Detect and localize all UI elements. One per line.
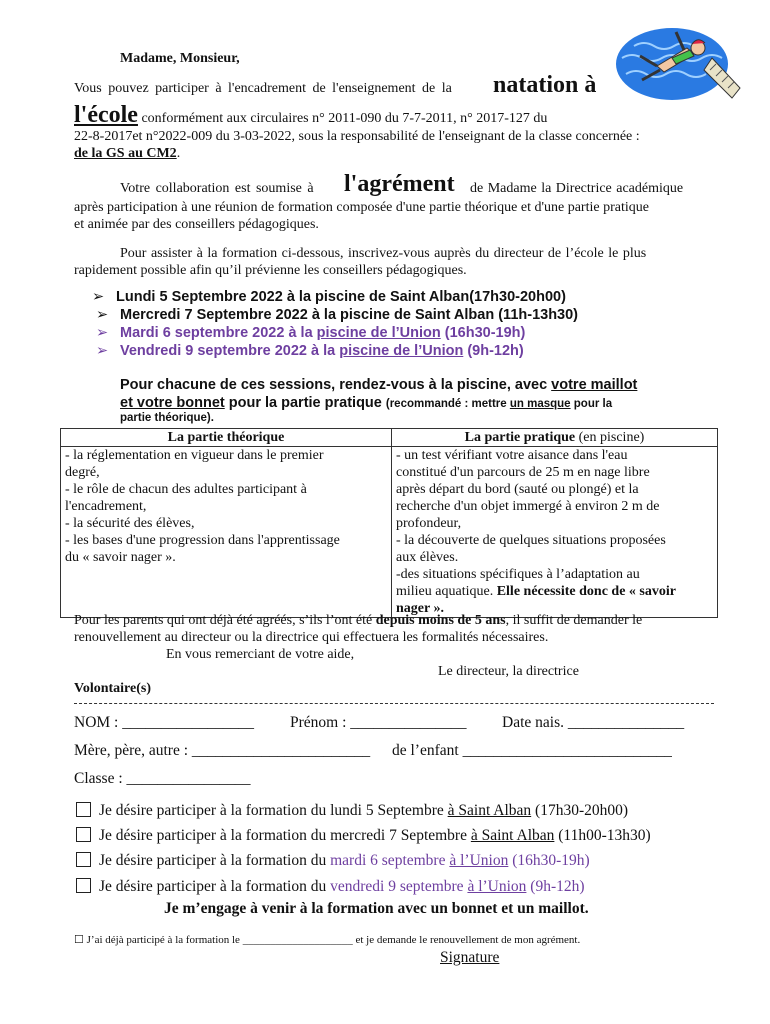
arrow-icon: ➢	[96, 343, 109, 359]
table-cell-practice	[392, 447, 718, 618]
choice-row-4: Je désire participer à la formation du vendredi 9 septembre à l’Union (9h-12h)	[76, 877, 585, 897]
rdv-line-2: et votre bonnet pour la partie pratique (recommandé : mettre un masque pour la	[120, 395, 613, 411]
salutation: Madame, Monsieur,	[120, 51, 240, 66]
renewal-request: ☐ J’ai déjà participé à la formation le ____________________ et je demande le renouvellement de mon agrément.	[74, 934, 581, 946]
checkbox[interactable]	[76, 802, 91, 817]
intro-emphasis-2: l'école	[74, 102, 138, 128]
volunteers-heading: Volontaire(s)	[74, 681, 151, 696]
choice-row-3: Je désire participer à la formation du mardi 6 septembre à l’Union (16h30-19h)	[76, 851, 590, 871]
intro-text-1: Vous pouvez participer à l'encadrement de l'enseignement de la	[74, 81, 452, 96]
list-item: nager ».	[396, 601, 444, 616]
swimming-pool-icon	[612, 18, 747, 118]
arrow-icon: ➢	[96, 325, 109, 341]
collab-line-1b: de Madame la Directrice académique	[470, 181, 684, 196]
choice-row-2: Je désire participer à la formation du mercredi 7 Septembre à Saint Alban (11h00-13h30)	[76, 826, 651, 846]
intro-line-2	[74, 102, 547, 128]
thanks-line: En vous remerciant de votre aide,	[166, 647, 355, 662]
list-item: degré,	[65, 465, 100, 480]
separator-line	[74, 703, 714, 704]
session-item-4: ➢ Vendredi 9 septembre 2022 à la piscine de l’Union (9h-12h)	[96, 343, 524, 359]
child-field[interactable]: de l’enfant ___________________________	[392, 742, 672, 759]
table-header-theory: La partie théorique	[61, 429, 392, 447]
list-item: aux élèves.	[396, 550, 459, 565]
list-item: - les bases d'une progression dans l'apprentissage	[65, 533, 340, 548]
birthdate-field[interactable]: Date nais. _______________	[502, 714, 685, 731]
intro-emphasis-1: natation à	[493, 72, 597, 98]
rdv-line-3: partie théorique).	[120, 412, 214, 424]
list-item: constitué d'un parcours de 25 m en nage libre	[396, 465, 650, 480]
checkbox[interactable]	[76, 852, 91, 867]
grade-range: de la GS au CM2	[74, 146, 177, 161]
commitment: Je m’engage à venir à la formation avec un bonnet et un maillot.	[164, 900, 589, 917]
session-item-1: ➢ Lundi 5 Septembre 2022 à la piscine de Saint Alban(17h30-20h00)	[92, 289, 566, 305]
list-item: - la sécurité des élèves,	[65, 516, 195, 531]
collab-line-1a: Votre collaboration est soumise à	[120, 181, 314, 196]
class-field[interactable]: Classe : ________________	[74, 770, 251, 787]
list-item: profondeur,	[396, 516, 462, 531]
list-item: - la découverte de quelques situations proposées	[396, 533, 666, 548]
intro-line-3: 22-8-2017et n°2022-009 du 3-03-2022, sous la responsabilité de l'enseignant de la classe concernée :	[74, 129, 640, 144]
session-link-union[interactable]: piscine de l’Union	[316, 325, 441, 341]
list-item: - un test vérifiant votre aisance dans l'eau	[396, 448, 628, 463]
renew-line-2: renouvellement au directeur ou la directrice qui effectuera les formalités nécessaires.	[74, 630, 549, 645]
intro-line-4: de la GS au CM2.	[74, 146, 181, 161]
nom-field[interactable]: NOM : _________________	[74, 714, 254, 731]
assist-line-1: Pour assister à la formation ci-dessous, inscrivez-vous auprès du directeur de l’école le plus	[120, 246, 647, 261]
assist-line-2: rapidement possible afin qu’il prévienne les conseillers pédagogiques.	[74, 263, 467, 278]
training-table	[60, 428, 718, 618]
collab-line-3: et animée par des conseillers pédagogiques.	[74, 217, 319, 232]
session-item-3: ➢ Mardi 6 septembre 2022 à la piscine de l’Union (16h30-19h)	[96, 325, 526, 341]
list-item: -des situations spécifiques à l’adaptation au	[396, 567, 640, 582]
table-cell-theory	[61, 447, 392, 618]
intro-text-2: conformément aux circulaires n° 2011-090 du 7-7-2011, n° 2017-127 du	[137, 111, 548, 126]
session-item-2: ➢ Mercredi 7 Septembre 2022 à la piscine de Saint Alban (11h-13h30)	[96, 307, 579, 323]
session-link-union[interactable]: piscine de l’Union	[339, 343, 464, 359]
table-header-practice: La partie pratique (en piscine)	[392, 429, 718, 447]
rdv-line-1: Pour chacune de ces sessions, rendez-vous à la piscine, avec votre maillot	[120, 377, 638, 393]
list-item: - la réglementation en vigueur dans le premier	[65, 448, 324, 463]
intro-line-1	[74, 80, 494, 97]
signature-label: Signature	[440, 949, 500, 966]
signatory: Le directeur, la directrice	[438, 664, 579, 679]
collab-emphasis: l'agrément	[344, 171, 455, 197]
list-item: l'encadrement,	[65, 499, 147, 514]
list-item: milieu aquatique. Elle nécessite donc de « savoir	[396, 584, 676, 599]
swimmer-illustration	[612, 18, 747, 118]
renew-line-1: Pour les parents qui ont déjà été agréés, s’ils l’ont été depuis moins de 5 ans, il suffit de demander le	[74, 613, 643, 628]
list-item: - le rôle de chacun des adultes participant à	[65, 482, 307, 497]
prenom-field[interactable]: Prénom : _______________	[290, 714, 467, 731]
list-item: du « savoir nager ».	[65, 550, 176, 565]
arrow-icon: ➢	[92, 289, 105, 305]
checkbox[interactable]: ☐	[74, 934, 84, 946]
checkbox[interactable]	[76, 827, 91, 842]
arrow-icon: ➢	[96, 307, 109, 323]
choice-row-1: Je désire participer à la formation du lundi 5 Septembre à Saint Alban (17h30-20h00)	[76, 801, 628, 821]
collab-line-2: après participation à une réunion de formation composée d'une partie théorique et d'une partie pratique	[74, 200, 649, 215]
parent-field[interactable]: Mère, père, autre : _______________________	[74, 742, 371, 759]
list-item: recherche d'un objet immergé à environ 2 m de	[396, 499, 660, 514]
checkbox[interactable]	[76, 878, 91, 893]
list-item: après départ du bord (sauté ou plongé) et la	[396, 482, 639, 497]
